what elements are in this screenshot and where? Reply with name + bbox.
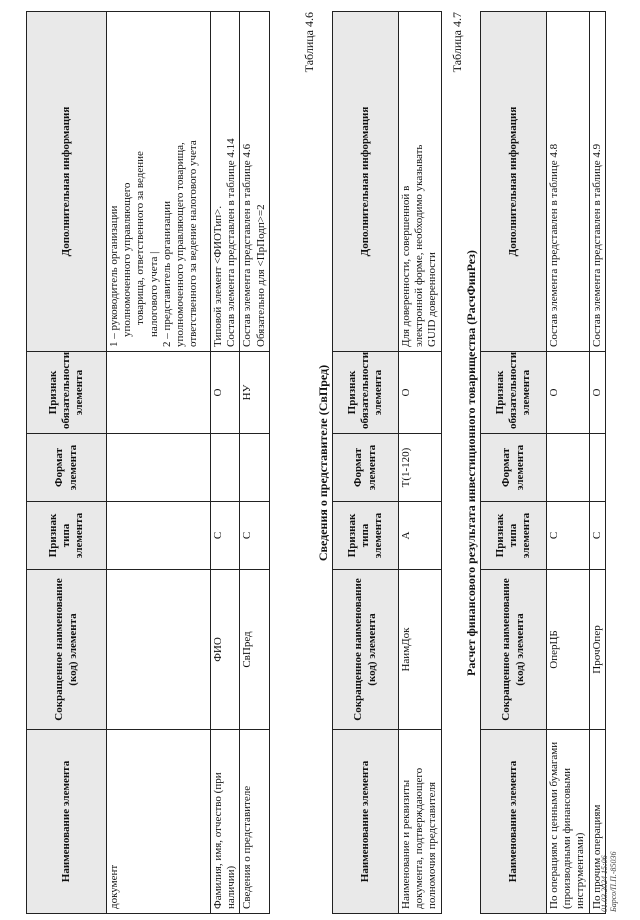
table-row xyxy=(399,12,442,914)
table-row xyxy=(107,12,211,914)
cell-format xyxy=(547,434,590,502)
header-type-sign: Признак типа элемента xyxy=(333,502,399,570)
cell-info xyxy=(589,12,605,352)
table-row xyxy=(547,12,590,914)
table-4-6-label: Таблица 4.6 xyxy=(302,12,316,73)
header-element-name: Наименование элемента xyxy=(481,730,547,914)
info-line: GUID доверенности xyxy=(426,252,439,347)
header-format: Формат элемента xyxy=(27,434,107,502)
cell-required: О xyxy=(547,352,590,434)
cell-type: С xyxy=(547,502,590,570)
info-line: уполномоченного управляющего товарища, xyxy=(173,142,186,347)
header-format: Формат элемента xyxy=(481,434,547,502)
cell-code: ФИО xyxy=(211,570,240,730)
footer-stamp xyxy=(600,712,618,912)
footer-date: 01.03.2024 15:06 xyxy=(600,855,609,912)
cell-name: Фамилия, имя, отчество (при наличии) xyxy=(211,730,240,914)
cell-format xyxy=(589,434,605,502)
cell-format: Т(1-120) xyxy=(399,434,442,502)
info-line: электронной форме, необходимо указывать xyxy=(413,144,426,347)
cell-name: документ xyxy=(107,730,211,914)
info-line: Состав элемента представлен в таблице 4.9 xyxy=(590,143,603,347)
info-line: уполномоченного управляющего xyxy=(121,182,134,337)
info-line: 2 – представитель организации xyxy=(160,200,173,347)
cell-type: С xyxy=(589,502,605,570)
cell-required: О xyxy=(211,352,240,434)
cell-code xyxy=(107,570,211,730)
cell-name: По операциям с ценными бумагами (производными финансовыми инструментами) xyxy=(547,730,590,914)
footer-code: Барсо/П.П.-85036 xyxy=(609,851,619,912)
table-4-7 xyxy=(480,11,606,914)
cell-required: О xyxy=(589,352,605,434)
header-type-sign: Признак типа элемента xyxy=(27,502,107,570)
cell-format xyxy=(240,434,269,502)
cell-info xyxy=(399,12,442,352)
table-4-6 xyxy=(332,11,442,914)
cell-type xyxy=(107,502,211,570)
header-short-code: Сокращенное наименование (код) элемента xyxy=(27,570,107,730)
cell-required: О xyxy=(399,352,442,434)
info-line: налогового учета | xyxy=(147,251,160,337)
info-line: Состав элемента представлен в таблице 4.8 xyxy=(548,143,560,347)
table-row xyxy=(211,12,240,914)
header-required-sign: Признак обязательности элемента xyxy=(333,352,399,434)
cell-info xyxy=(211,12,240,352)
cell-info xyxy=(107,12,211,352)
cell-name: По прочим операциям xyxy=(589,730,605,914)
header-short-code: Сокращенное наименование (код) элемента xyxy=(481,570,547,730)
info-line: ответственного за ведение налогового учета xyxy=(187,140,200,347)
header-element-name: Наименование элемента xyxy=(333,730,399,914)
header-additional-info: Дополнительная информация xyxy=(481,12,547,352)
cell-type: С xyxy=(211,502,240,570)
info-line: товарища, ответственного за ведение xyxy=(134,151,147,325)
table-4-6-title: Сведения о представителе (СвПред) xyxy=(316,364,330,562)
table-continuation xyxy=(26,11,270,914)
cell-type: А xyxy=(399,502,442,570)
table-4-7-label: Таблица 4.7 xyxy=(450,12,464,73)
cell-code: НаимДок xyxy=(399,570,442,730)
cell-info xyxy=(547,12,590,352)
cell-type: С xyxy=(240,502,269,570)
cell-code: СвПред xyxy=(240,570,269,730)
info-line: Обязательно для <ПрПодп>=2 xyxy=(254,204,267,347)
header-element-name: Наименование элемента xyxy=(27,730,107,914)
table-row xyxy=(240,12,269,914)
header-type-sign: Признак типа элемента xyxy=(481,502,547,570)
header-additional-info: Дополнительная информация xyxy=(27,12,107,352)
info-line: Для доверенности, совершенной в xyxy=(400,185,412,347)
cell-required: НУ xyxy=(240,352,269,434)
cell-info xyxy=(240,12,269,352)
info-line: Состав элемента представлен в таблице 4.6 xyxy=(241,143,254,347)
header-short-code: Сокращенное наименование (код) элемента xyxy=(333,570,399,730)
header-additional-info: Дополнительная информация xyxy=(333,12,399,352)
cell-format xyxy=(211,434,240,502)
info-line: 1 – руководитель организации xyxy=(108,205,120,347)
header-required-sign: Признак обязательности элемента xyxy=(27,352,107,434)
cell-name: Сведения о представителе xyxy=(240,730,269,914)
cell-code: ПрочОпер xyxy=(589,570,605,730)
cell-name: Наименование и реквизиты документа, подтверждающего полномочия представителя xyxy=(399,730,442,914)
header-required-sign: Признак обязательности элемента xyxy=(481,352,547,434)
header-format: Формат элемента xyxy=(333,434,399,502)
cell-code: ОперЦБ xyxy=(547,570,590,730)
cell-required xyxy=(107,352,211,434)
info-line: Типовой элемент <ФИОТип>. xyxy=(212,205,224,347)
info-line: Состав элемента представлен в таблице 4.14 xyxy=(225,138,238,347)
cell-format xyxy=(107,434,211,502)
table-4-7-title: Расчет финансового результата инвестиционного товарищества (РасчФинРез) xyxy=(464,250,478,676)
